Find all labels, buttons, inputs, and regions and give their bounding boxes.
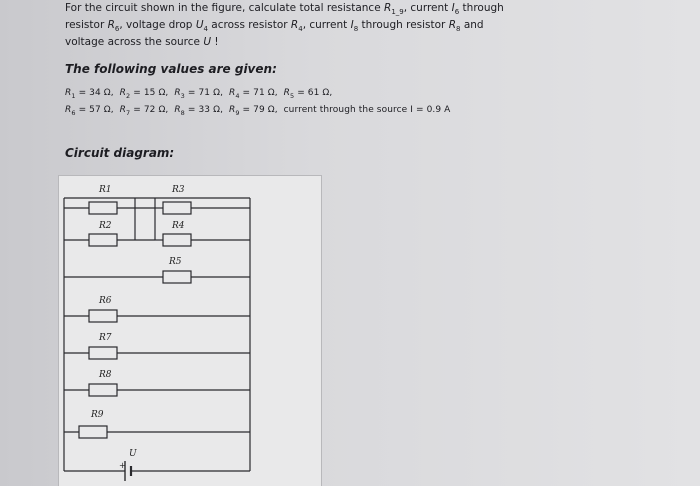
resistor-r1 — [89, 202, 117, 214]
label-source-plus: + — [119, 461, 126, 470]
label-r2: R2 — [99, 221, 112, 231]
voltage-source — [125, 461, 131, 481]
label-r3: R3 — [172, 185, 185, 195]
resistor-r7 — [89, 347, 117, 359]
resistor-r9 — [79, 426, 107, 438]
label-r8: R8 — [99, 370, 112, 380]
label-r1: R1 — [99, 185, 112, 195]
resistor-r6 — [89, 310, 117, 322]
label-r5: R5 — [169, 257, 182, 267]
resistor-r5 — [163, 271, 191, 283]
diagram-heading: Circuit diagram: — [65, 146, 175, 160]
label-r9: R9 — [91, 410, 104, 420]
given-row-2: $R_6 = 57$ Ω, $R_7 = 72$ Ω, $R_8 = 33$ Ω, $R_9 = 79$ Ω, current through the source I = 0.9 A — [65, 105, 451, 117]
label-r7: R7 — [99, 333, 112, 343]
problem-statement: For the circuit shown in the figure, calculate total resistance $R_{1\_9}$, current $I_6$ through resistor $R_6$, voltage drop $U_4$ across resistor $R_4$, current $I_8$ through resistor $R_8$ and voltage across the source U ! — [65, 2, 504, 48]
circuit-diagram — [59, 176, 321, 486]
circuit-diagram-panel — [58, 175, 322, 486]
given-row-1: $R_1 = 34$ Ω, $R_2 = 15$ Ω, $R_3 = 71$ Ω, $R_4 = 71$ Ω, $R_5 = 61$ Ω, — [65, 88, 333, 100]
resistor-r3 — [163, 202, 191, 214]
label-r6: R6 — [99, 296, 112, 306]
resistor-r2 — [89, 234, 117, 246]
label-source-u: U — [129, 449, 137, 459]
resistor-r8 — [89, 384, 117, 396]
given-values — [65, 85, 450, 119]
given-heading: The following values are given: — [65, 62, 277, 76]
resistor-r4 — [163, 234, 191, 246]
label-r4: R4 — [172, 221, 185, 231]
